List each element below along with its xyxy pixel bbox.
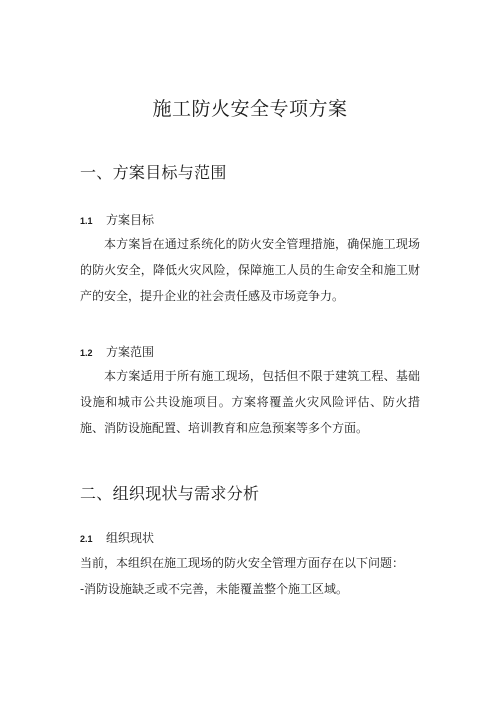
list-item: -消防设施缺乏或不完善，未能覆盖整个施工区域。	[80, 582, 349, 596]
section-heading-2: 二、组织现状与需求分析	[80, 484, 260, 503]
subsection-body-1-1: 本方案旨在通过系统化的防火安全管理措施，确保施工现场的防火安全，降低火灾风险，保障施工人员的生命安全和施工财产的安全，提升企业的社会责任感及市场竞争力。	[80, 237, 420, 303]
subsection-label: 方案范围	[106, 345, 155, 359]
subsection-body-1-2: 本方案适用于所有施工现场，包括但不限于建筑工程、基础设施和城市公共设施项目。方案将覆盖火灾风险评估、防火措施、消防设施配置、培训教育和应急预案等多个方面。	[80, 369, 420, 435]
subsection-label: 组织现状	[106, 531, 155, 545]
section-heading-1: 一、方案目标与范围	[80, 163, 227, 182]
subsection-number: 2.1	[80, 534, 93, 544]
document-title: 施工防火安全专项方案	[152, 98, 348, 120]
subsection-heading-1-1	[80, 212, 154, 229]
subsection-body-2-1: 当前，本组织在施工现场的防火安全管理方面存在以下问题：	[80, 556, 405, 570]
subsection-number: 1.2	[80, 348, 93, 358]
subsection-number: 1.1	[80, 216, 93, 226]
subsection-heading-1-2	[80, 344, 154, 361]
subsection-label: 方案目标	[106, 213, 155, 227]
subsection-heading-2-1	[80, 530, 154, 547]
